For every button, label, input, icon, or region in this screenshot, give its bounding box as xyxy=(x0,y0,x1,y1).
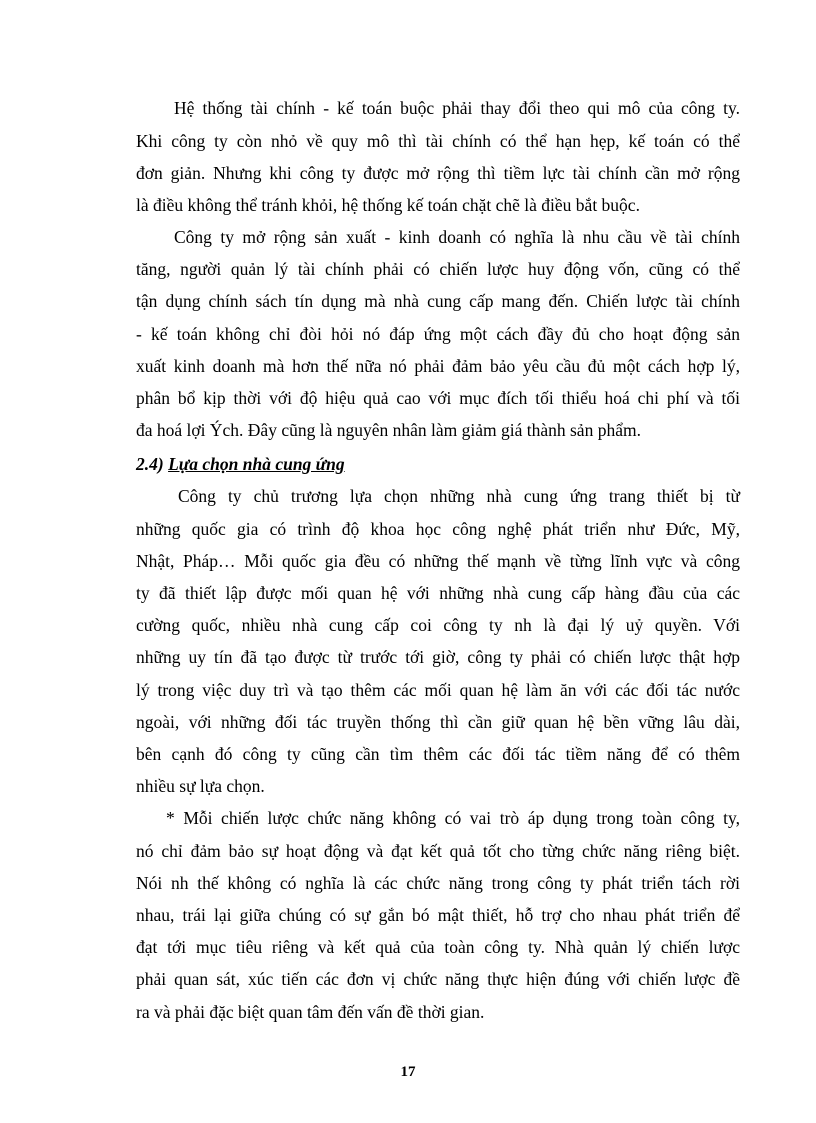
text-line: lý trong việc duy trì và tạo thêm các mối quan hệ làm ăn với các đối tác nước xyxy=(136,680,740,700)
text-line: ty đã thiết lập được mối quan hệ với những nhà cung cấp hàng đầu của các xyxy=(136,583,740,603)
text-line: Khi công ty còn nhỏ về quy mô thì tài chính có thể hạn hẹp, kế toán có thể xyxy=(136,131,740,151)
text-line: nó chỉ đảm bảo sự hoạt động và đạt kết quả tốt cho từng chức năng riêng biệt. xyxy=(136,841,740,861)
text-line: phân bổ kịp thời với độ hiệu quả cao với mục đích tối thiểu hoá chi phí và tối xyxy=(136,388,740,408)
text-line: nhau, trái lại giữa chúng có sự gắn bó mật thiết, hỗ trợ cho nhau phát triển để xyxy=(136,905,740,925)
text-line: đạt tới mục tiêu riêng và kết quả của toàn công ty. Nhà quản lý chiến lược xyxy=(136,937,740,957)
text-line: Nhật, Pháp… Mỗi quốc gia đều có những thế mạnh về từng lĩnh vực và công xyxy=(136,551,740,571)
text-line: Công ty chủ trương lựa chọn những nhà cung ứng trang thiết bị từ xyxy=(178,486,740,506)
text-line: Công ty mở rộng sản xuất - kinh doanh có nghĩa là nhu cầu về tài chính xyxy=(174,227,740,247)
text-line: những uy tín đã tạo được từ trước tới giờ, công ty phải có chiến lược thật hợp xyxy=(136,647,740,667)
section-title: Lựa chọn nhà cung ứng xyxy=(168,454,345,474)
text-line: bên cạnh đó công ty cũng cần tìm thêm các đối tác tiềm năng để có thêm xyxy=(136,744,740,764)
section-number: 2.4) xyxy=(136,454,164,474)
text-line: * Mỗi chiến lược chức năng không có vai trò áp dụng trong toàn công ty, xyxy=(166,808,740,828)
text-line: tăng, người quản lý tài chính phải có chiến lược huy động vốn, cũng có thể xyxy=(136,259,740,279)
page-number: 17 xyxy=(400,1064,416,1080)
text-line: là điều không thể tránh khỏi, hệ thống kế toán chặt chẽ là điều bắt buộc. xyxy=(136,195,640,215)
text-line: Nói nh thế không có nghĩa là các chức năng trong công ty phát triển tách rời xyxy=(136,873,740,893)
text-line: những quốc gia có trình độ khoa học công nghệ phát triển như Đức, Mỹ, xyxy=(136,519,740,539)
text-line: đa hoá lợi Ých. Đây cũng là nguyên nhân làm giảm giá thành sản phẩm. xyxy=(136,420,641,440)
section-heading xyxy=(136,453,345,475)
text-line: tận dụng chính sách tín dụng mà nhà cung cấp mang đến. Chiến lược tài chính xyxy=(136,291,740,311)
text-line: ra và phải đặc biệt quan tâm đến vấn đề thời gian. xyxy=(136,1002,485,1022)
text-line: ngoài, với những đối tác truyền thống thì cần giữ quan hệ bền vững lâu dài, xyxy=(136,712,740,732)
text-line: đơn giản. Nhưng khi công ty được mở rộng thì tiềm lực tài chính cần mở rộng xyxy=(136,163,740,183)
text-line: phải quan sát, xúc tiến các đơn vị chức năng thực hiện đúng với chiến lược đề xyxy=(136,969,740,989)
text-line: nhiều sự lựa chọn. xyxy=(136,776,265,796)
text-line: xuất kinh doanh mà hơn thế nữa nó phải đảm bảo yêu cầu đủ một cách hợp lý, xyxy=(136,356,740,376)
text-line: - kế toán không chỉ đòi hỏi nó đáp ứng một cách đầy đủ cho hoạt động sản xyxy=(136,324,740,344)
text-line: Hệ thống tài chính - kế toán buộc phải thay đổi theo qui mô của công ty. xyxy=(174,98,740,118)
text-line: cường quốc, nhiều nhà cung cấp coi công ty nh là đại lý uỷ quyền. Với xyxy=(136,615,740,635)
